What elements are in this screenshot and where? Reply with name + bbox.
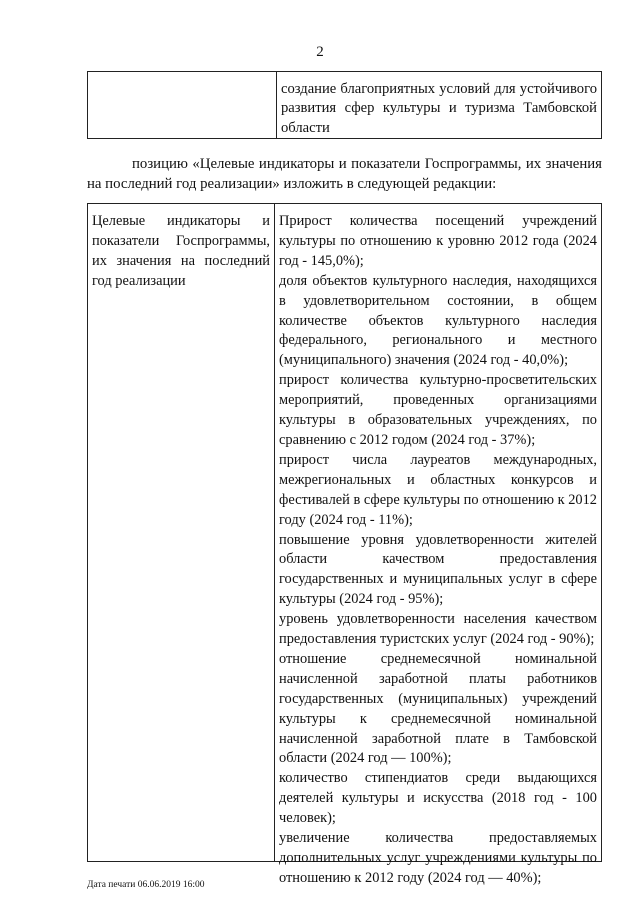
indicator-item: доля объектов культурного наследия, находящихся в удовлетворительном состоянии, в общем количестве объектов культурного наследия федерального, регионального и местного (муниципального) значения (2024 год - 40,0%); bbox=[279, 272, 597, 369]
indicators-table-right-cell bbox=[279, 212, 597, 889]
indicators-table-left-cell bbox=[92, 212, 270, 292]
body-paragraph: позицию «Целевые индикаторы и показатели Госпрограммы, их значения на последний год реализации» изложить в следующей редакции: bbox=[87, 156, 602, 192]
top-table-right-cell bbox=[281, 80, 597, 138]
indicator-item: уровень удовлетворенности населения качеством предоставления туристских услуг (2024 год - 90%); bbox=[279, 611, 597, 648]
indicator-item: количество стипендиатов среди выдающихся деятелей культуры и искусства (2018 год - 100 человек); bbox=[279, 770, 597, 827]
column-divider bbox=[274, 204, 275, 861]
column-divider bbox=[276, 72, 277, 138]
indicator-item: Прирост количества посещений учреждений культуры по отношению к уровню 2012 года (2024 год - 145,0%); bbox=[279, 213, 597, 269]
indicator-item: повышение уровня удовлетворенности жителей области качеством предоставления государственных и муниципальных услуг в сфере культуры (2024 год - 95%); bbox=[279, 531, 597, 608]
row-heading: Целевые индикаторы и показатели Госпрограммы, их значения на последний год реализации bbox=[92, 213, 270, 289]
indicator-item: отношение среднемесячной номинальной начисленной заработной платы работников государственных (муниципальных) учреждений культуры к среднемесячной номинальной начисленной заработной плате в Тамбовской области (2024 год — 100%); bbox=[279, 650, 597, 767]
print-date: Дата печати 06.06.2019 16:00 bbox=[87, 880, 205, 890]
top-table bbox=[87, 71, 602, 139]
indicator-item: прирост числа лауреатов международных, межрегиональных и областных конкурсов и фестивалей в сфере культуры по отношению к 2012 году (2024 год - 11%); bbox=[279, 451, 597, 528]
indicator-item: увеличение количества предоставляемых дополнительных услуг учреждениями культуры по отношению к 2012 году (2024 год — 40%); bbox=[279, 830, 597, 886]
goal-text: создание благоприятных условий для устойчивого развития сфер культуры и туризма Тамбовской области bbox=[281, 81, 597, 136]
page-number: 2 bbox=[316, 44, 324, 60]
indicator-item: прирост количества культурно-просветительских мероприятий, проведенных организациями культуры в образовательных учреждениях, по сравнению с 2012 годом (2024 год - 37%); bbox=[279, 372, 597, 448]
